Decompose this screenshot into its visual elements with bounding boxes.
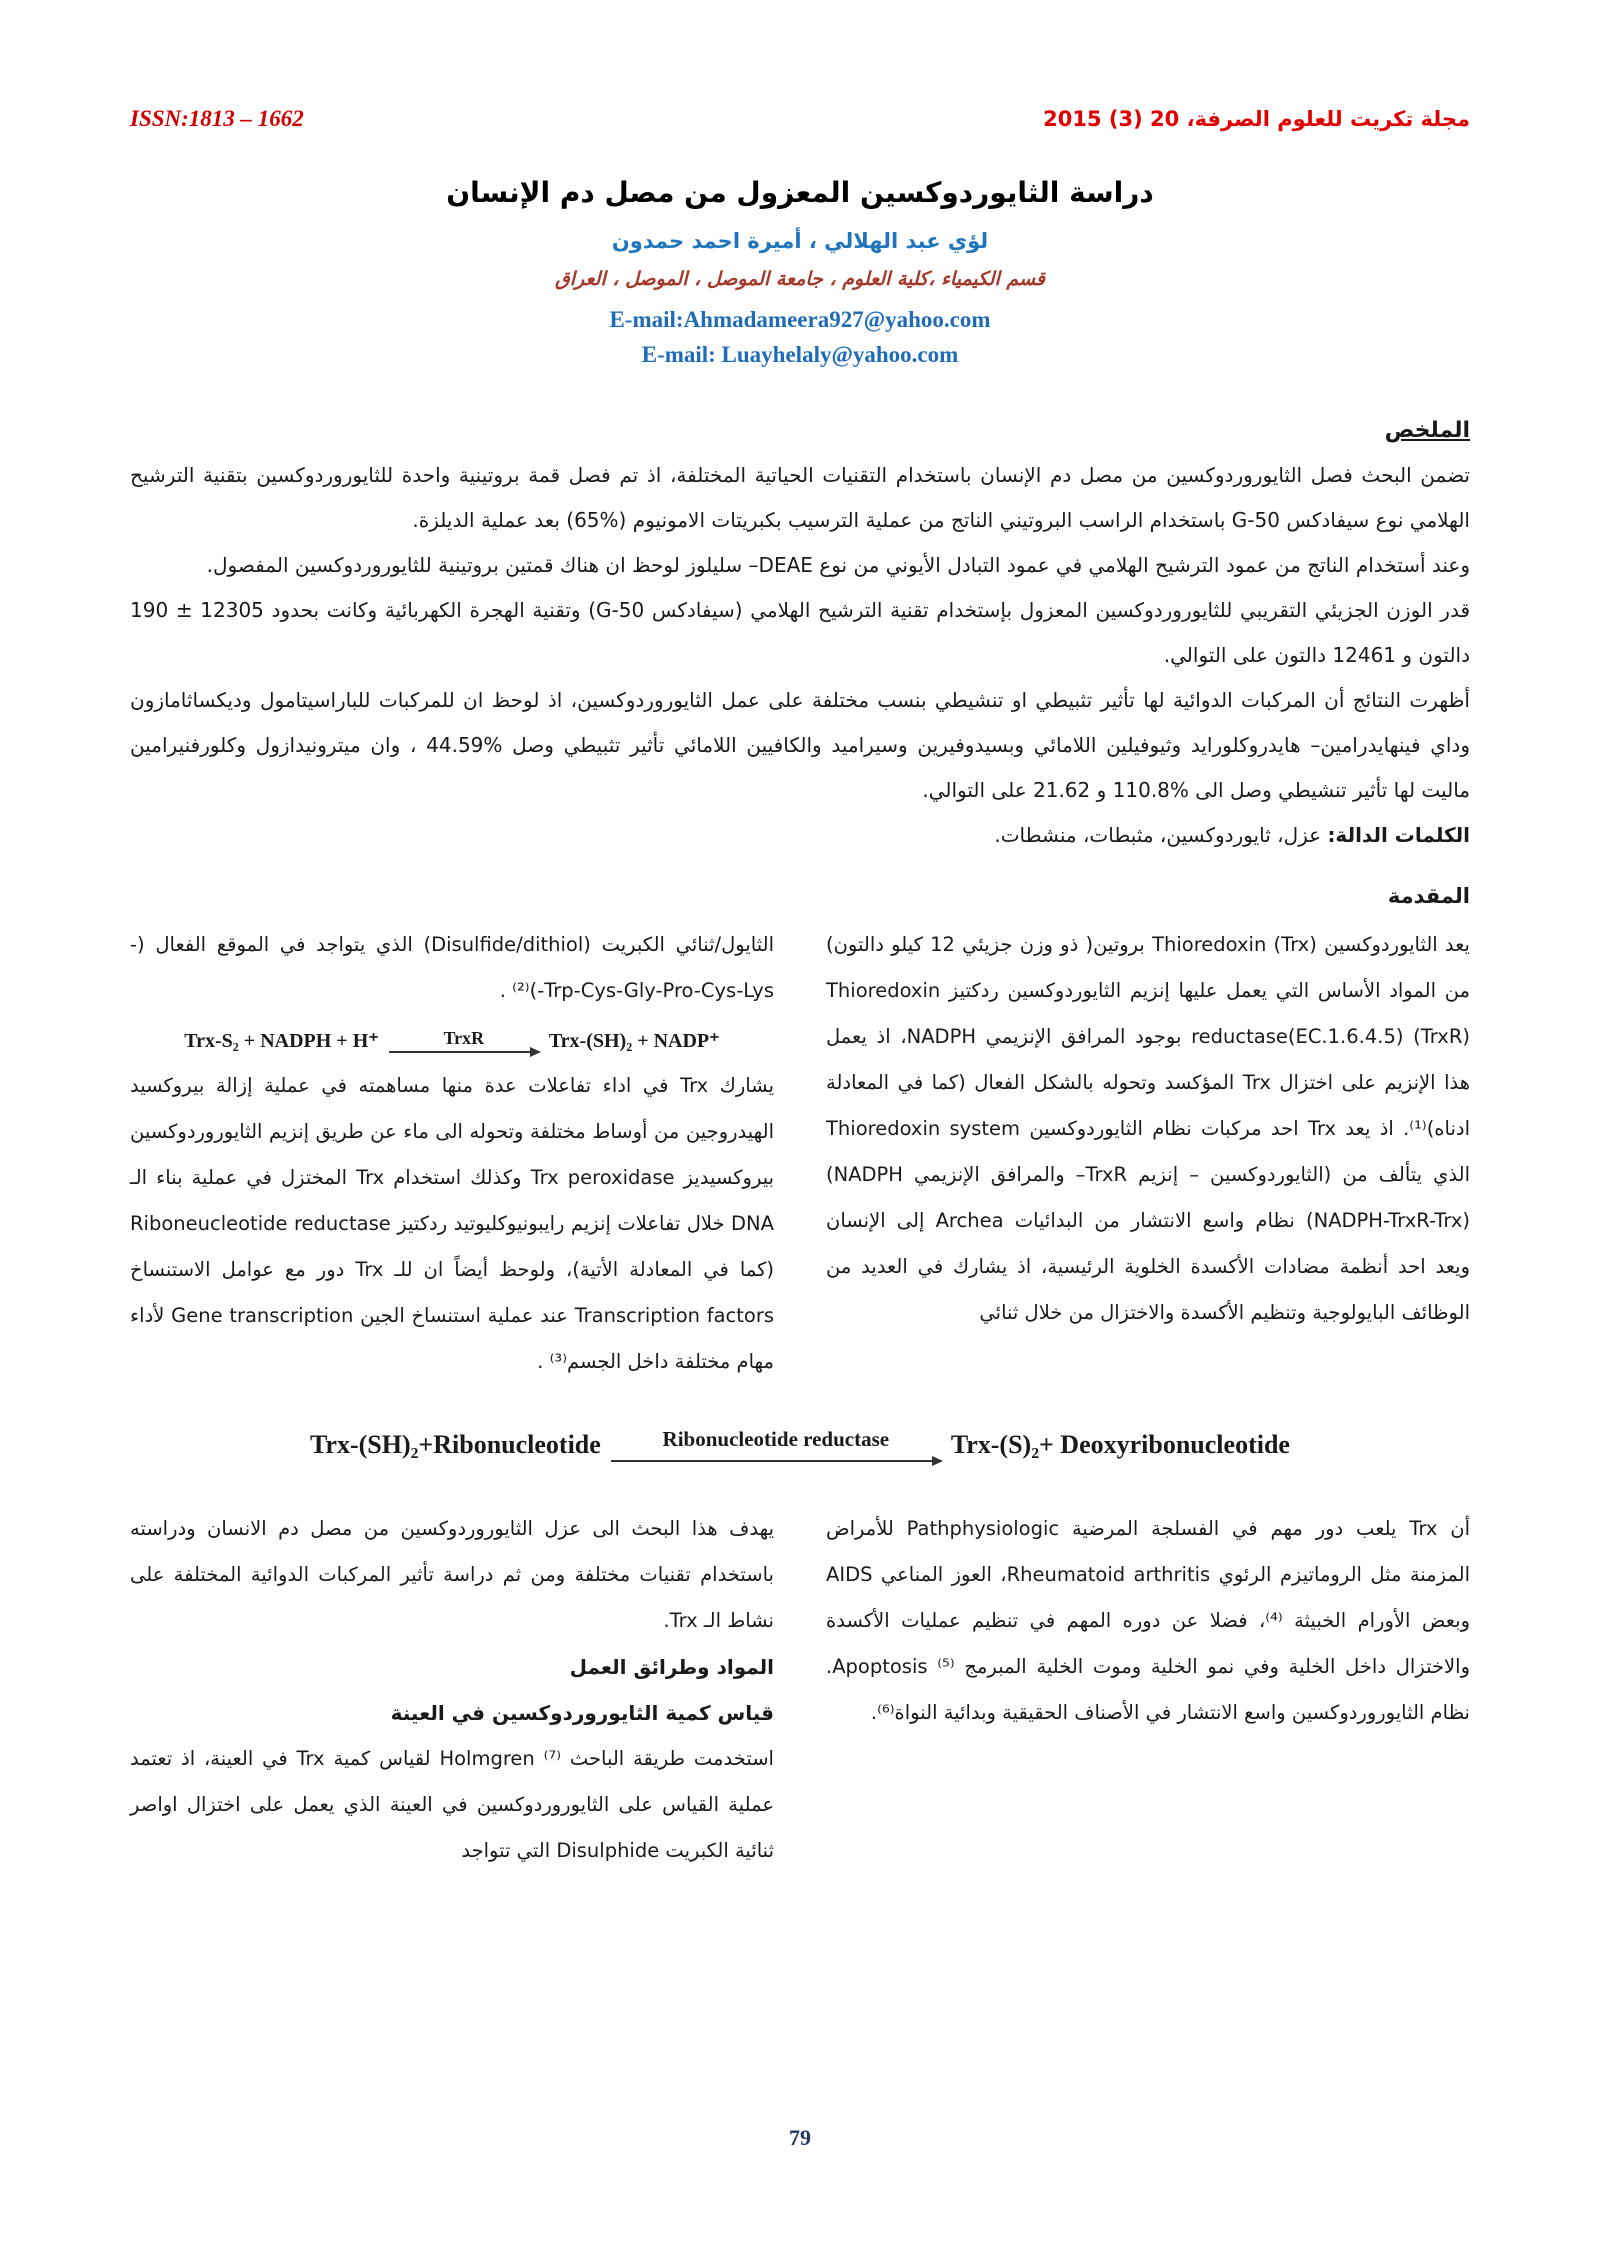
abstract-paragraph-2: وعند أستخدام الناتج من عمود الترشيح الهلامي في عمود التبادل الأيوني من نوع DEAE– سليلوز لوحظ ان هناك قمتين بروتينية للثايوروردوكسين المفصول. [206, 553, 1470, 577]
affiliation-line: قسم الكيمياء ،كلية العلوم ، جامعة الموصل ، الموصل ، العراق [554, 268, 1046, 290]
abstract-heading: الملخص [1384, 418, 1470, 443]
email-line-1: E-mail:Ahmadameera927@yahoo.com [609, 307, 991, 332]
page-header [130, 0, 1470, 132]
body-left-column [130, 1506, 774, 1874]
abstract-paragraph-4: أظهرت النتائج أن المركبات الدوائية لها تأثير تثبيطي او تنشيطي بنسب مختلفة على عمل الثايوروردوكسين، اذ لوحظ ان للمركبات للباراسيتامول وديكساثامازون وداي فينهايدرامين– هايدروكلورايد وثيوفيلين اللامائي وبسيدوفيرين وسيراميد والكافيين اللامائي تأثير تثبيطي وصل %44.59 ، وان ميترونيدازول وكلورفنيرامين ماليت لها تأثير تنشيطي وصل الى %110.8 و 21.62 على التوالي. [130, 688, 1470, 802]
materials-methods-heading: المواد وطرائق العمل [569, 1655, 774, 1679]
reaction-arrow-icon [611, 1427, 941, 1462]
introduction-section [130, 870, 1470, 1385]
title-block [130, 176, 1470, 372]
intro-right-column [826, 870, 1470, 1385]
intro-paragraph-left-1: الثايول/ثنائي الكبريت (Disulfide/dithiol) الذي يتواجد في الموقع الفعال (-Trp-Cys-Gly-Pro-Cys-Lys-)⁽²⁾ . [130, 933, 774, 1002]
reaction-equation-1 [130, 1028, 774, 1053]
page-footer [0, 2125, 1600, 2151]
authors-line: لؤي عبد الهلالي ، أميرة احمد حمدون [611, 229, 989, 253]
issn-label: ISSN:1813 – 1662 [130, 106, 304, 131]
keywords-line [130, 813, 1470, 858]
aim-and-methods-section [130, 1506, 1470, 1874]
body-paragraph-right: أن Trx يلعب دور مهم في الفسلجة المرضية Pathphysiologic للأمراض المزمنة مثل الروماتيزم الرئوي Rheumatoid arthritis، العوز المناعي AIDS وبعض الأورام الخبيثة ⁽⁴⁾، فضلا عن دوره المهم في تنظيم عمليات الأكسدة والاختزال داخل الخلية وفي نمو الخلية وموت الخلية المبرمج Apoptosis ⁽⁵⁾. نظام الثايوروردوكسين واسع الانتشار في الأصناف الحقيقية وبدائية النواة⁽⁶⁾. [826, 1517, 1470, 1724]
reaction-arrow-icon [389, 1028, 539, 1053]
intro-left-column [130, 870, 774, 1385]
equation1-enzyme-label: TrxR [443, 1028, 485, 1048]
abstract-section [130, 418, 1470, 858]
equation2-left-term: Trx-(SH)₂+Ribonucleotide [310, 1429, 601, 1459]
equation1-right-term: Trx-(SH)₂ + NADP⁺ [548, 1030, 720, 1052]
abstract-paragraph-3: قدر الوزن الجزيئي التقريبي للثايوروردوكسين المعزول بإستخدام تقنية الترشيح الهلامي (سيفادكس G-50) وتقنية الهجرة الكهربائية وكانت بحدود 12305 ± 190 دالتون و 12461 دالتون على التوالي. [130, 598, 1470, 667]
equation2-right-term: Trx-(S)₂+ Deoxyribonucleotide [950, 1429, 1290, 1459]
keywords-label: الكلمات الدالة: [1327, 823, 1470, 847]
abstract-paragraph-1: تضمن البحث فصل الثايوروردوكسين من مصل دم الإنسان باستخدام التقنيات الحياتية المختلفة، اذ تم فصل قمة بروتينية واحدة للثايوروردوكسين بتقنية الترشيح الهلامي نوع سيفادكس G-50 باستخدام الراسب البروتيني الناتج من عملية الترسيب بكبريتات الامونيوم (%65) بعد عملية الديلزة. [130, 463, 1470, 532]
keywords-text: عزل، ثايوردوكسين، مثبطات، منشطات. [994, 823, 1328, 847]
body-right-column [826, 1506, 1470, 1874]
intro-paragraph-right: يعد الثايوردوكسين Thioredoxin (Trx) بروتين( ذو وزن جزيئي 12 كيلو دالتون) من المواد الأساس التي يعمل عليها إنزيم الثايوردوكسين ردكتيز Thioredoxin reductase(EC.1.6.4.5) (TrxR) بوجود المرافق الإنزيمي NADPH، اذ يعمل هذا الإنزيم على اختزال Trx المؤكسد وتحوله بالشكل الفعال (كما في المعادلة ادناه)⁽¹⁾. اذ يعد Trx احد مركبات نظام الثايوردوكسين Thioredoxin system الذي يتألف من (الثايوردوكسين – إنزيم TrxR– والمرافق الإنزيمي NADPH) (NADPH-TrxR-Trx) نظام واسع الانتشار من البدائيات Archea إلى الإنسان ويعد احد أنظمة مضادات الأكسدة الخلوية الرئيسية، اذ يشارك في العديد من الوظائف البايولوجية وتنظيم الأكسدة والاختزال من خلال ثنائي [826, 933, 1471, 1324]
arrow-shaft [389, 1051, 539, 1053]
methods-paragraph: استخدمت طريقة الباحث Holmgren ⁽⁷⁾ لقياس كمية Trx في العينة، اذ تعتمد عملية القياس على الثايوروردوكسين في العينة الذي يعمل على اختزال اواصر ثنائية الكبريت Disulphide التي تتواجد [130, 1747, 774, 1862]
journal-name: مجلة تكريت للعلوم الصرفة، 20 (3) 2015 [1043, 107, 1470, 131]
introduction-heading: المقدمة [1387, 884, 1470, 908]
intro-paragraph-left-2: يشارك Trx في اداء تفاعلات عدة منها مساهمته في عملية إزالة بيروكسيد الهيدروجين من أوساط مختلفة وتحوله الى ماء عن طريق إنزيم الثايوروردوكسين بيروكسيديز Trx peroxidase وكذلك استخدام Trx المختزل في عملية بناء الـ DNA خلال تفاعلات إنزيم رايبونيوكليوتيد ردكتيز Riboneucleotide reductase (كما في المعادلة الأتية)، ولوحظ أيضاً ان للـ Trx دور مع عوامل الاستنساخ Transcription factors عند عملية استنساخ الجين Gene transcription لأداء مهام مختلفة داخل الجسم⁽³⁾ . [130, 1074, 775, 1373]
page-number: 79 [789, 2125, 811, 2150]
email-line-2: E-mail: Luayhelaly@yahoo.com [641, 342, 959, 367]
aim-paragraph: يهدف هذا البحث الى عزل الثايوروردوكسين من مصل دم الانسان ودراسته باستخدام تقنيات مختلفة ومن ثم دراسة تأثير المركبات الدوائية المختلفة على نشاط الـ Trx. [130, 1517, 774, 1632]
arrow-shaft [611, 1460, 941, 1462]
article-title: دراسة الثايوردوكسين المعزول من مصل دم الإنسان [446, 176, 1154, 209]
reaction-equation-2 [130, 1427, 1470, 1462]
equation2-enzyme-label: Ribonucleotide reductase [662, 1427, 890, 1451]
equation1-left-term: Trx-S₂ + NADPH + H⁺ [184, 1030, 379, 1052]
trx-measurement-heading: قياس كمية الثايوروردوكسين في العينة [390, 1701, 774, 1725]
